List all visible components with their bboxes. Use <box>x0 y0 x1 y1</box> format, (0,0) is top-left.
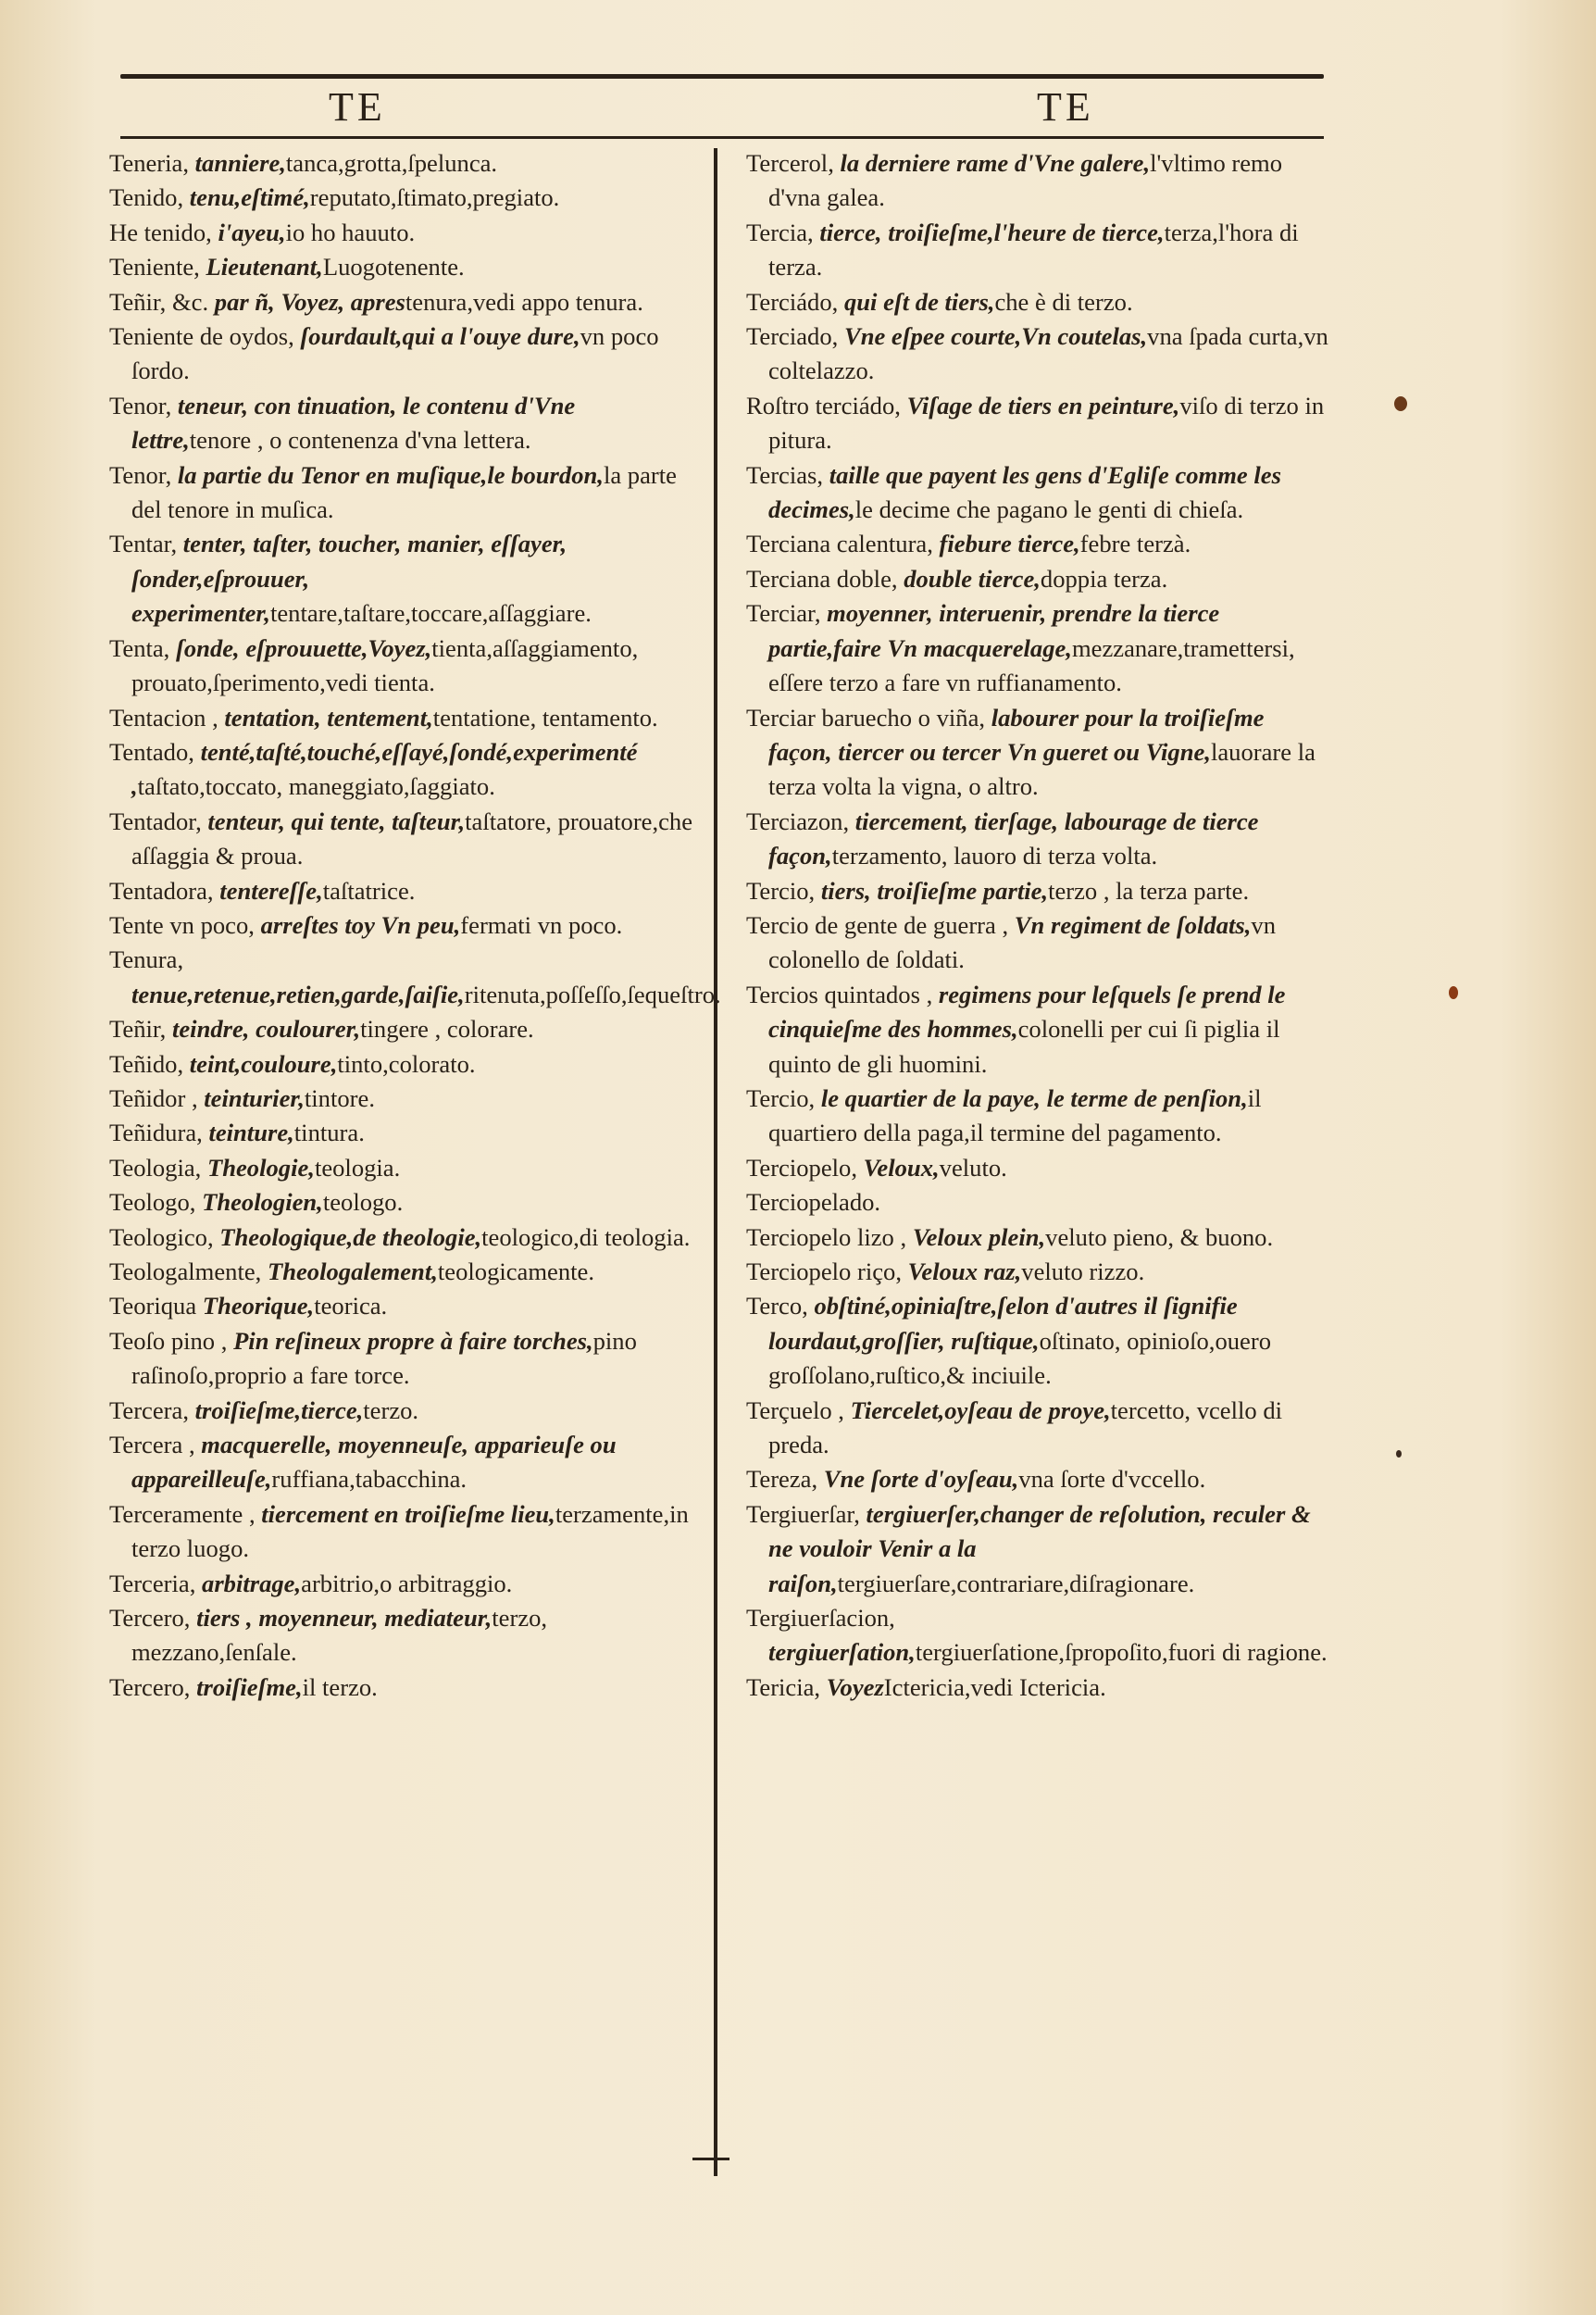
entry-italian-gloss: veluto rizzo. <box>1021 1258 1145 1285</box>
dictionary-entry <box>109 1671 694 1705</box>
entry-italian-gloss: terzo. <box>363 1395 419 1424</box>
entry-french-gloss: la partie du Tenor en muſique,le bourdon, <box>177 460 604 489</box>
dictionary-entry <box>746 1220 1329 1255</box>
entry-french-gloss: Veloux plein, <box>912 1222 1046 1251</box>
entry-french-gloss: tierce, troiſieſme,l'heure de tierce, <box>819 218 1165 246</box>
entry-french-gloss: Vne ſorte d'oyſeau, <box>823 1465 1019 1494</box>
entry-italian-gloss: viſo di terzo in pitura. <box>768 391 1325 455</box>
entry-italian-gloss: arbitrio,o arbitraggio. <box>301 1569 513 1597</box>
entry-headword: Terciopelo riço, <box>746 1258 902 1285</box>
dictionary-entry <box>746 1151 1329 1185</box>
entry-italian-gloss: tentare,taſtare,toccare,aſſaggiare. <box>269 599 592 628</box>
entry-italian-gloss: tenore , o contenenza d'vna lettera. <box>189 426 531 455</box>
entry-italian-gloss: febre terzà. <box>1079 530 1191 558</box>
entry-french-gloss: Theologie, <box>206 1153 315 1182</box>
dictionary-entry <box>746 146 1329 216</box>
entry-french-gloss: tanniere, <box>194 149 286 177</box>
entry-headword: Teologalmente, <box>109 1258 262 1285</box>
entry-italian-gloss: tintura. <box>293 1119 365 1147</box>
ink-spot <box>1394 396 1407 411</box>
entry-french-gloss: tiers, troiſieſme partie, <box>820 876 1049 905</box>
entry-french-gloss: Veloux raz, <box>907 1258 1022 1285</box>
entry-french-gloss: teinturier, <box>204 1083 305 1112</box>
entry-headword: Terciana doble, <box>746 564 898 593</box>
entry-headword: Tergiuerſar, <box>746 1499 860 1528</box>
entry-headword: Tercerol, <box>746 149 834 177</box>
entry-italian-gloss: tienta,aſſaggiamento, prouato,ſperimento,vedi tienta. <box>131 633 639 697</box>
entry-french-gloss: la derniere rame d'Vne galere, <box>840 149 1151 177</box>
dictionary-entry <box>746 1185 1329 1220</box>
entry-headword: He tenido, <box>109 218 212 246</box>
entry-italian-gloss: ruffiana,tabacchina. <box>271 1465 468 1494</box>
entry-italian-gloss: fermati vn poco. <box>460 910 623 939</box>
entry-french-gloss: i'ayeu, <box>218 218 286 246</box>
entry-italian-gloss: lauorare la terza volta la vigna, o altro. <box>768 737 1315 801</box>
dictionary-entry <box>109 527 694 631</box>
entry-italian-gloss: teologicamente. <box>437 1258 594 1285</box>
dictionary-entry <box>746 1671 1329 1705</box>
entry-italian-gloss: reputato,ſtimato,pregiato. <box>309 183 560 212</box>
header-rule <box>120 136 1324 139</box>
running-head-right: TE <box>1037 84 1094 130</box>
entry-headword: Tercio, <box>746 876 816 905</box>
entry-headword: Tentador, <box>109 807 202 835</box>
entry-french-gloss: Voyez <box>826 1672 884 1701</box>
dictionary-entry <box>109 216 694 250</box>
entry-italian-gloss: tercetto, vcello di preda. <box>768 1395 1283 1459</box>
entry-headword: Terciar, <box>746 599 821 628</box>
entry-headword: Teñidura, <box>109 1119 203 1147</box>
entry-italian-gloss: vn poco ſordo. <box>131 322 659 385</box>
entry-headword: Teologo, <box>109 1188 196 1217</box>
entry-italian-gloss: terzamente,in terzo luogo. <box>131 1499 689 1563</box>
entry-headword: Tente vn poco, <box>109 910 255 939</box>
right-column <box>746 146 1329 1705</box>
dictionary-entry <box>746 596 1329 700</box>
entry-italian-gloss: teologico,di teologia. <box>481 1222 691 1251</box>
dictionary-entry <box>746 389 1329 458</box>
ink-spot <box>1396 1450 1402 1458</box>
dictionary-entry <box>109 908 694 943</box>
dictionary-entry <box>109 1012 694 1046</box>
entry-italian-gloss: terzo , la terza parte. <box>1048 876 1250 905</box>
entry-french-gloss: tenté,taſté,touché,eſſayé,ſondé,experimenté , <box>131 737 638 801</box>
entry-italian-gloss: il quartiero della paga,il termine del pagamento. <box>768 1083 1262 1147</box>
entry-headword: Terciazon, <box>746 807 850 835</box>
entry-italian-gloss: Ictericia,vedi Ictericia. <box>883 1672 1106 1701</box>
entry-italian-gloss: tergiuerſare,contrariare,diſragionare. <box>837 1569 1195 1597</box>
entry-italian-gloss: doppia terza. <box>1040 564 1168 593</box>
entry-headword: Tercio, <box>746 1083 816 1112</box>
dictionary-entry <box>109 632 694 701</box>
dictionary-entry <box>746 874 1329 908</box>
entry-italian-gloss: vna ſorte d'vccello. <box>1018 1465 1206 1494</box>
entry-italian-gloss: Luogotenente. <box>322 253 465 282</box>
entry-headword: Terciopelo, <box>746 1153 857 1182</box>
dictionary-entry <box>746 1497 1329 1601</box>
entry-italian-gloss: teorica. <box>314 1292 388 1320</box>
entry-headword: Terciar baruecho o viña, <box>746 703 986 732</box>
dictionary-entry <box>746 1394 1329 1463</box>
dictionary-entry <box>109 1255 694 1289</box>
entry-french-gloss: macquerelle, moyenneuſe, apparieuſe ou appareilleuſe, <box>131 1431 617 1494</box>
entry-headword: Teologico, <box>109 1222 214 1251</box>
entry-french-gloss: tiercement en troiſieſme lieu, <box>261 1499 555 1528</box>
left-column <box>109 146 721 1705</box>
dictionary-entry <box>746 1082 1329 1151</box>
entry-french-gloss: troiſieſme,tierce, <box>194 1395 364 1424</box>
entry-french-gloss: Theologique,de theologie, <box>219 1222 482 1251</box>
entry-french-gloss: tiers , moyenneur, mediateur, <box>196 1604 493 1633</box>
dictionary-entry <box>746 1255 1329 1289</box>
entry-italian-gloss: tanca,grotta,ſpelunca. <box>285 149 498 177</box>
dictionary-entry <box>109 1428 694 1497</box>
entry-headword: Roſtro terciádo, <box>746 391 901 419</box>
entry-italian-gloss: vn colonello de ſoldati. <box>768 910 1276 974</box>
dictionary-entry <box>109 1220 694 1255</box>
entry-french-gloss: arreſtes toy Vn peu, <box>260 910 461 939</box>
entry-headword: Teñidor , <box>109 1083 198 1112</box>
entry-french-gloss: Theorique, <box>202 1292 315 1320</box>
dictionary-entry <box>109 1082 694 1116</box>
dictionary-entry <box>109 1567 694 1601</box>
entry-headword: Tercera, <box>109 1395 189 1424</box>
dictionary-entry <box>746 458 1329 528</box>
entry-french-gloss: teindre, coulourer, <box>171 1015 361 1044</box>
dictionary-entry <box>109 805 694 874</box>
entry-headword: Tergiuerſacion, <box>746 1604 895 1633</box>
entry-french-gloss: le quartier de la paye, le terme de penſion, <box>820 1083 1248 1112</box>
dictionary-entry <box>746 285 1329 319</box>
entry-french-gloss: ſonde, eſprouuette,Voyez, <box>176 633 432 662</box>
dictionary-entry <box>109 1601 694 1671</box>
entry-french-gloss: Lieutenant, <box>206 253 323 282</box>
dictionary-entry <box>109 1185 694 1220</box>
top-rule <box>120 74 1324 79</box>
entry-french-gloss: tenue,retenue,retien,garde,ſaiſie, <box>131 980 465 1008</box>
entry-french-gloss: taille que payent les gens d'Egliſe comme les decimes, <box>768 460 1281 524</box>
dictionary-entry <box>109 735 694 805</box>
entry-headword: Terciado, <box>746 322 839 351</box>
entry-headword: Teoriqua <box>109 1292 197 1320</box>
entry-italian-gloss: tinto,colorato. <box>337 1049 476 1078</box>
entry-french-gloss: teint,couloure, <box>189 1049 338 1078</box>
entry-italian-gloss: taſtatore, prouatore,che aſſaggia & proua. <box>131 807 693 870</box>
dictionary-entry <box>746 701 1329 805</box>
entry-french-gloss: tenu,eſtimé, <box>189 183 310 212</box>
entry-headword: Terco, <box>746 1292 808 1320</box>
entry-italian-gloss: teologia. <box>314 1153 401 1182</box>
entry-headword: Terciopelo lizo , <box>746 1222 907 1251</box>
entry-french-gloss: tentation, tentement, <box>224 703 433 732</box>
entry-headword: Terceria, <box>109 1569 196 1597</box>
dictionary-entry <box>746 527 1329 561</box>
entry-french-gloss: tiercement, tierſage, labourage de tierce façon, <box>768 807 1259 870</box>
entry-headword: Tentar, <box>109 530 178 558</box>
entry-headword: Teñido, <box>109 1049 184 1078</box>
entry-french-gloss: tentereſſe, <box>219 876 323 905</box>
entry-french-gloss: teinture, <box>208 1119 294 1147</box>
dictionary-entry <box>109 458 694 528</box>
entry-headword: Terceramente , <box>109 1499 256 1528</box>
entry-headword: Tenor, <box>109 460 172 489</box>
entry-italian-gloss: tingere , colorare. <box>360 1015 534 1044</box>
entry-italian-gloss: tergiuerſatione,ſpropoſito,fuori di ragione. <box>915 1638 1328 1667</box>
entry-french-gloss: par ñ, Voyez, apres <box>214 287 405 316</box>
entry-headword: Terciopelado. <box>746 1188 881 1217</box>
dictionary-entry <box>109 146 694 181</box>
entry-italian-gloss: veluto pieno, & buono. <box>1045 1222 1274 1251</box>
entry-headword: Tereza, <box>746 1465 818 1494</box>
dictionary-entry <box>109 1151 694 1185</box>
entry-french-gloss: tenteur, qui tente, taſteur, <box>207 807 466 835</box>
entry-french-gloss: Theologien, <box>202 1188 323 1217</box>
dictionary-entry <box>109 1047 694 1082</box>
dictionary-entry <box>109 319 694 389</box>
entry-french-gloss: ſourdault,qui a l'ouye dure, <box>300 322 580 351</box>
entry-italian-gloss: tintore. <box>304 1083 375 1112</box>
entry-headword: Tercios quintados , <box>746 980 933 1008</box>
entry-italian-gloss: terzamento, lauoro di terza volta. <box>831 842 1158 870</box>
entry-italian-gloss: terzo, mezzano,ſenſale. <box>131 1604 548 1667</box>
entry-italian-gloss: che è di terzo. <box>994 287 1133 316</box>
entry-french-gloss: moyenner, interuenir, prendre la tierce partie,faire Vn macquerelage, <box>768 599 1220 662</box>
entry-headword: Tentacion , <box>109 703 218 732</box>
entry-french-gloss: fiebure tierce, <box>939 530 1080 558</box>
dictionary-entry <box>109 181 694 215</box>
dictionary-entry <box>746 908 1329 978</box>
entry-headword: Teñir, <box>109 1015 167 1044</box>
entry-headword: Tentadora, <box>109 876 214 905</box>
dictionary-entry <box>109 701 694 735</box>
entry-french-gloss: Vne eſpee courte,Vn coutelas, <box>843 322 1148 351</box>
entry-italian-gloss: io ho hauuto. <box>285 218 416 246</box>
entry-italian-gloss: taſtato,toccato, maneggiato,ſaggiato. <box>137 772 495 801</box>
entry-headword: Teniente, <box>109 253 200 282</box>
entry-headword: Teoſo pino , <box>109 1326 228 1355</box>
entry-headword: Terciádo, <box>746 287 839 316</box>
entry-headword: Teologia, <box>109 1153 202 1182</box>
entry-headword: Terciana calentura, <box>746 530 933 558</box>
entry-french-gloss: Tiercelet,oyſeau de proye, <box>850 1395 1111 1424</box>
entry-headword: Tercera , <box>109 1431 195 1459</box>
entry-italian-gloss: il terzo. <box>302 1672 378 1701</box>
entry-french-gloss: teneur, con tinuation, le contenu d'Vne lettre, <box>131 391 576 455</box>
entry-italian-gloss: teologo. <box>322 1188 404 1217</box>
entry-italian-gloss: mezzanare,tramettersi, eſſere terzo a fare vn ruffianamento. <box>768 633 1295 697</box>
entry-italian-gloss: l'vltimo remo d'vna galea. <box>768 149 1283 212</box>
dictionary-entry <box>746 562 1329 596</box>
entry-french-gloss: labourer pour la troiſieſme façon, tiercer ou tercer Vn gueret ou Vigne, <box>768 703 1265 766</box>
entry-french-gloss: regimens pour leſquels ſe prend le cinquieſme des hommes, <box>768 980 1286 1044</box>
entry-french-gloss: tenter, taſter, toucher, manier, eſſayer, ſonder,eſprouuer, experimenter, <box>131 530 567 628</box>
entry-italian-gloss: tentatione, tentamento. <box>432 703 658 732</box>
entry-headword: Tercero, <box>109 1604 191 1633</box>
entry-french-gloss: Viſage de tiers en peinture, <box>906 391 1180 419</box>
entry-headword: Teñir, &c. <box>109 287 209 316</box>
entry-headword: Tercio de gente de guerra , <box>746 910 1009 939</box>
entry-french-gloss: Pin reſineux propre à faire torches, <box>233 1326 593 1355</box>
entry-headword: Tercia, <box>746 218 814 246</box>
entry-headword: Tericia, <box>746 1672 821 1701</box>
entry-headword: Tercero, <box>109 1672 191 1701</box>
dictionary-entry <box>746 1601 1329 1671</box>
entry-italian-gloss: pino raſinoſo,proprio a fare torce. <box>131 1326 637 1390</box>
dictionary-entry <box>109 1394 694 1428</box>
dictionary-entry <box>109 250 694 284</box>
dictionary-entry <box>109 1289 694 1323</box>
entry-italian-gloss: oſtinato, opinioſo,ouero groſſolano,ruſtico,& inciuile. <box>768 1326 1271 1390</box>
entry-headword: Tenta, <box>109 633 170 662</box>
dictionary-entry <box>109 1116 694 1150</box>
entry-headword: Tenor, <box>109 391 172 419</box>
entry-french-gloss: qui eſt de tiers, <box>843 287 995 316</box>
entry-french-gloss: arbitrage, <box>202 1569 302 1597</box>
dictionary-entry <box>746 319 1329 389</box>
entry-italian-gloss: colonelli per cui ſi piglia il quinto de gli huomini. <box>768 1015 1280 1078</box>
dictionary-entry <box>746 1289 1329 1393</box>
column-divider-foot <box>692 2158 729 2160</box>
dictionary-entry <box>746 978 1329 1082</box>
entry-italian-gloss: taſtatrice. <box>322 876 416 905</box>
entry-french-gloss: obſtiné,opiniaſtre,ſelon d'autres il ſignifie lourdaut,groſſier, ruſtique, <box>768 1292 1238 1355</box>
entry-french-gloss: Vn regiment de ſoldats, <box>1014 910 1252 939</box>
entry-headword: Tercias, <box>746 460 824 489</box>
entry-french-gloss: Veloux, <box>863 1153 940 1182</box>
entry-italian-gloss: veluto. <box>939 1153 1007 1182</box>
column-divider <box>714 148 717 2176</box>
dictionary-entry <box>109 1497 694 1567</box>
entry-french-gloss: double tierce, <box>904 564 1041 593</box>
entry-italian-gloss: ritenuta,poſſeſſo,ſequeſtro. <box>464 980 721 1008</box>
entry-headword: Terçuelo , <box>746 1395 844 1424</box>
entry-italian-gloss: tenura,vedi appo tenura. <box>405 287 643 316</box>
ink-spot <box>1449 986 1458 999</box>
dictionary-entry <box>746 805 1329 874</box>
entry-headword: Tenura, <box>109 945 184 974</box>
dictionary-entry <box>109 1324 694 1394</box>
entry-french-gloss: tergiuerſer,changer de reſolution, reculer & ne vouloir Venir a la raiſon, <box>768 1499 1311 1597</box>
dictionary-entry <box>109 389 694 458</box>
dictionary-entry <box>109 874 694 908</box>
entry-italian-gloss: la parte del tenore in muſica. <box>131 460 677 524</box>
entry-italian-gloss: vna ſpada curta,vn coltelazzo. <box>768 322 1328 385</box>
entry-headword: Tentado, <box>109 737 194 766</box>
entry-french-gloss: tergiuerſation, <box>768 1638 916 1667</box>
dictionary-entry <box>109 285 694 319</box>
entry-headword: Teneria, <box>109 149 189 177</box>
dictionary-entry <box>109 943 721 1012</box>
entry-headword: Teniente de oydos, <box>109 322 294 351</box>
dictionary-entry <box>746 216 1329 285</box>
running-head-left: TE <box>329 84 386 130</box>
entry-french-gloss: troiſieſme, <box>196 1672 303 1701</box>
entry-italian-gloss: terza,l'hora di terza. <box>768 218 1299 282</box>
entry-headword: Tenido, <box>109 183 184 212</box>
dictionary-entry <box>746 1462 1329 1496</box>
entry-french-gloss: Theologalement, <box>267 1258 438 1285</box>
entry-italian-gloss: le decime che pagano le genti di chieſa. <box>854 495 1244 524</box>
